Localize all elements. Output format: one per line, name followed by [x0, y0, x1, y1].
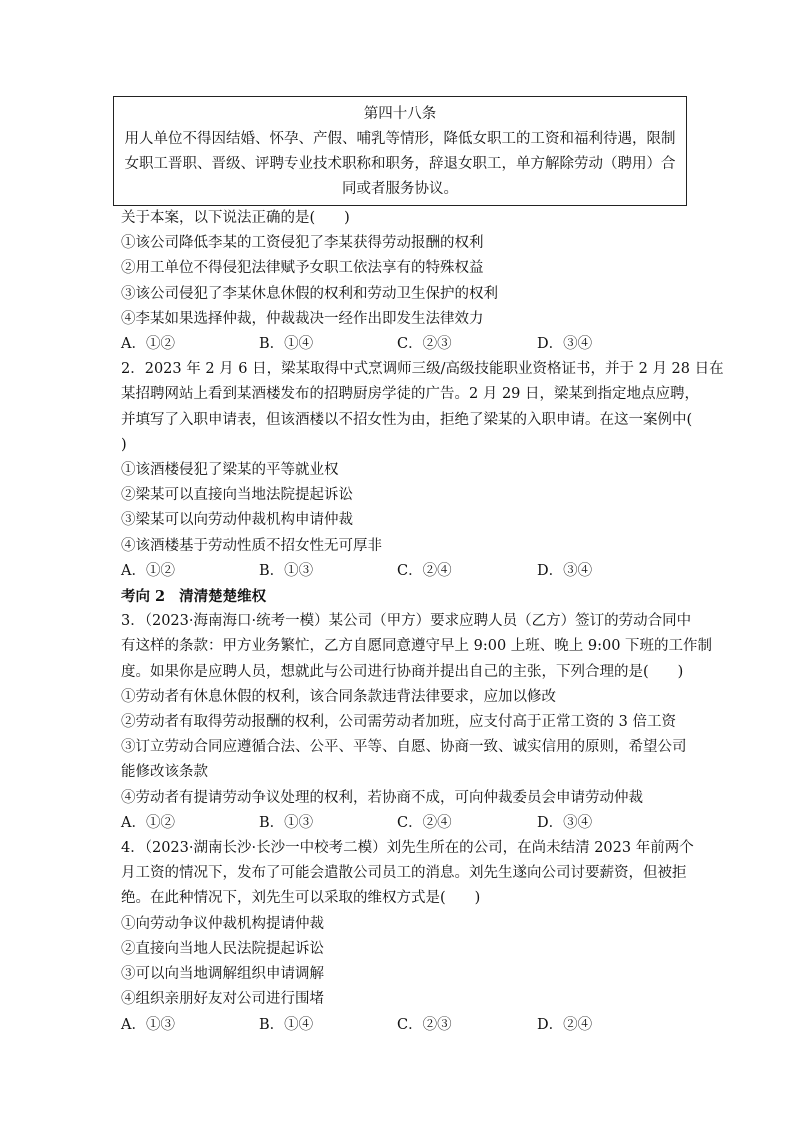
q3-item: ③订立劳动合同应遵循合法、公平、平等、自愿、协商一致、诚实信用的原则，希望公司	[121, 739, 687, 756]
q2-item: ④该酒楼基于劳动性质不招女性无可厚非	[121, 537, 382, 554]
q2-stem-line: 2．2023 年 2 月 6 日，梁某取得中式烹调师三级/高级技能职业资格证书，并于 2 月 28 日在	[121, 361, 724, 378]
q2-item: ③梁某可以向劳动仲裁机构申请仲裁	[121, 512, 353, 529]
section-title: 清清楚楚维权	[179, 588, 267, 606]
q3-option-b[interactable]: B．①③	[259, 814, 314, 831]
q4-options	[121, 1013, 686, 1038]
q2-item: ②梁某可以直接向当地法院提起诉讼	[121, 487, 353, 504]
section-label: 考向 2	[121, 588, 166, 606]
q3-stem-line: 有这样的条款：甲方业务繁忙，乙方自愿同意遵守早上 9:00 上班、晚上 9:00 下班的工作制	[121, 638, 713, 655]
q4-option-c[interactable]: C．②③	[397, 1016, 452, 1033]
q2-stem-line: )	[121, 436, 127, 453]
law-article-box	[113, 96, 687, 206]
q1-options	[121, 332, 686, 357]
law-article-title: 第四十八条	[363, 106, 437, 122]
q4-item: ③可以向当地调解组织申请调解	[121, 966, 324, 983]
q3-option-a[interactable]: A．①②	[121, 814, 175, 831]
q1-item: ②用工单位不得侵犯法律赋予女职工依法享有的特殊权益	[121, 260, 484, 277]
q4-stem-line: 月工资的情况下，发布了可能会遣散公司员工的消息。刘先生遂向公司讨要薪资，但被拒	[121, 865, 687, 882]
q4-item: ①向劳动争议仲裁机构提请仲裁	[121, 915, 324, 932]
q1-option-d[interactable]: D．③④	[537, 336, 593, 353]
q1-option-a[interactable]: A．①②	[121, 336, 175, 353]
q4-item: ④组织亲朋好友对公司进行围堵	[121, 991, 324, 1008]
q1-item: ①该公司降低李某的工资侵犯了李某获得劳动报酬的权利	[121, 235, 484, 252]
q3-item: ④劳动者有提请劳动争议处理的权利，若协商不成，可向仲裁委员会申请劳动仲裁	[121, 789, 643, 806]
q2-option-b[interactable]: B．①③	[259, 562, 314, 579]
q3-options	[121, 811, 686, 836]
q2-option-a[interactable]: A．①②	[121, 562, 175, 579]
q4-option-b[interactable]: B．①④	[259, 1016, 314, 1033]
q3-option-d[interactable]: D．③④	[537, 814, 593, 831]
section-heading	[121, 584, 686, 609]
q4-option-d[interactable]: D．②④	[537, 1016, 593, 1033]
q1-item: ④李某如果选择仲裁，仲裁裁决一经作出即发生法律效力	[121, 310, 484, 327]
q3-item: ①劳动者有休息休假的权利，该合同条款违背法律要求，应加以修改	[121, 688, 556, 705]
q3-option-c[interactable]: C．②④	[397, 814, 452, 831]
q4-item: ②直接向当地人民法院提起诉讼	[121, 940, 324, 957]
question-content	[121, 206, 724, 1038]
q3-stem-line: 3．（2023·海南海口·统考一模）某公司（甲方）要求应聘人员（乙方）签订的劳动合同中	[121, 613, 692, 630]
q2-item: ①该酒楼侵犯了梁某的平等就业权	[121, 462, 339, 479]
q3-stem-line: 度。如果你是应聘人员，想就此与公司进行协商并提出自己的主张，下列合理的是( )	[121, 663, 684, 680]
q1-stem: 关于本案，以下说法正确的是( )	[121, 210, 350, 226]
q2-option-c[interactable]: C．②④	[397, 562, 452, 579]
q2-options	[121, 559, 686, 584]
q4-option-a[interactable]: A．①③	[121, 1016, 175, 1033]
q4-stem-line: 绝。在此种情况下，刘先生可以采取的维权方式是( )	[121, 890, 481, 907]
q1-option-c[interactable]: C．②③	[397, 336, 452, 353]
q1-option-b[interactable]: B．①④	[259, 336, 314, 353]
q3-item: 能修改该条款	[121, 764, 208, 781]
q4-stem-line: 4．（2023·湖南长沙·长沙一中校考二模）刘先生所在的公司，在尚未结清 2023 年前两个	[121, 840, 694, 857]
q2-option-d[interactable]: D．③④	[537, 562, 593, 579]
law-article-body: 用人单位不得因结婚、怀孕、产假、哺乳等情形，降低女职工的工资和福利待遇，限制女职工晋职、晋级、评聘专业技术职称和职务，辞退女职工，单方解除劳动（聘用）合同或者服务协议。	[124, 131, 676, 197]
q2-stem-line: 并填写了入职申请表，但该酒楼以不招女性为由，拒绝了梁某的入职申请。在这一案例中(	[121, 411, 693, 428]
q1-item: ③该公司侵犯了李某休息休假的权利和劳动卫生保护的权利	[121, 285, 498, 302]
q2-stem-line: 某招聘网站上看到某酒楼发布的招聘厨房学徒的广告。2 月 29 日，梁某到指定地点应聘，	[121, 386, 699, 403]
q3-item: ②劳动者有取得劳动报酬的权利，公司需劳动者加班，应支付高于正常工资的 3 倍工资	[121, 714, 676, 731]
